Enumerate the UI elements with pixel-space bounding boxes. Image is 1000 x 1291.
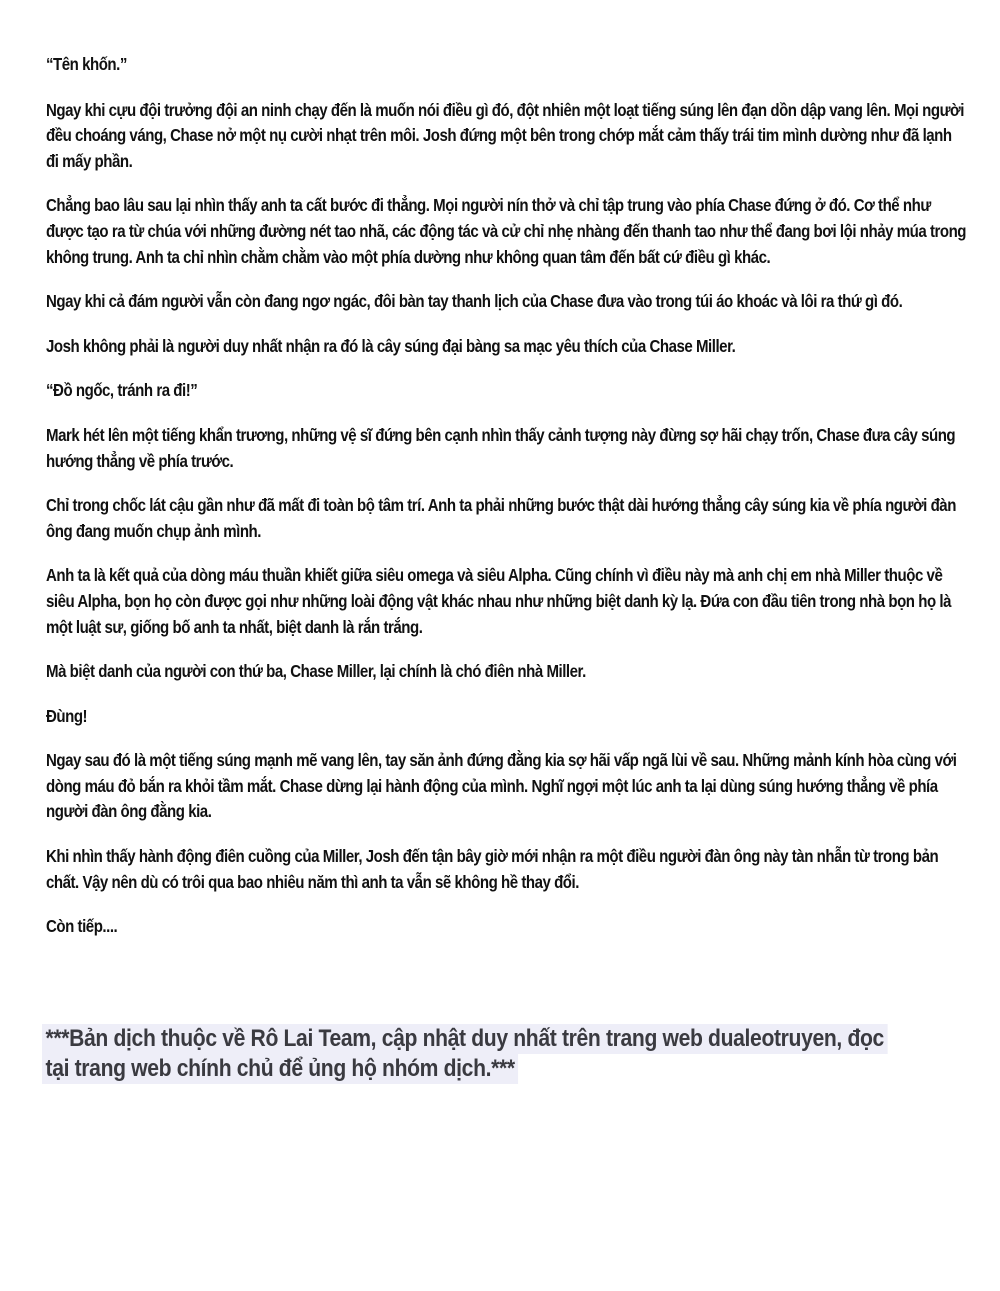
- watermark-line-2: tại trang web chính chủ để ủng hộ nhóm dịch.***: [42, 1054, 518, 1084]
- paragraph: Mà biệt danh của người con thứ ba, Chase Miller, lại chính là chó điên nhà Miller.: [46, 661, 586, 682]
- paragraph: Mark hét lên một tiếng khẩn trương, những vệ sĩ đứng bên cạnh nhìn thấy cảnh tượng này đừng sợ hãi chạy trốn, Chase đưa cây súng hướng thẳng về phía trước.: [46, 424, 956, 471]
- paragraph: Josh không phải là người duy nhất nhận ra đó là cây súng đại bàng sa mạc yêu thích của Chase Miller.: [46, 335, 736, 356]
- watermark-line-1: ***Bản dịch thuộc về Rô Lai Team, cập nhật duy nhất trên trang web dualeotruyen, đọc: [42, 1024, 887, 1054]
- translator-watermark: [42, 1024, 958, 1084]
- paragraph: Khi nhìn thấy hành động điên cuồng của Miller, Josh đến tận bây giờ mới nhận ra một điều người đàn ông này tàn nhẫn từ trong bản chất. Vậy nên dù có trôi qua bao nhiêu năm thì anh ta vẫn sẽ không hề thay đổi.: [46, 846, 939, 892]
- paragraph-opening-quote: “Tên khốn.”: [46, 54, 127, 74]
- paragraph-sound-effect: Đùng!: [46, 705, 88, 726]
- paragraph: Ngay khi cả đám người vẫn còn đang ngơ ngác, đôi bàn tay thanh lịch của Chase đưa vào trong túi áo khoác và lôi ra thứ gì đó.: [46, 291, 903, 312]
- to-be-continued: Còn tiếp....: [46, 916, 118, 937]
- paragraph: Ngay sau đó là một tiếng súng mạnh mẽ vang lên, tay săn ảnh đứng đằng kia sợ hãi vấp ngã lùi về sau. Những mảnh kính hòa cùng với dòng máu đỏ bắn ra khỏi tầm mắt. Chase dừng lại hành động của mình. Nghĩ ngợi một lúc anh ta lại dùng súng hướng thẳng về phía người đàn ông đằng kia.: [46, 750, 957, 822]
- paragraph: Chỉ trong chốc lát cậu gần như đã mất đi toàn bộ tâm trí. Anh ta phải những bước thật dài hướng thẳng cây súng kia về phía người đàn ông đang muốn chụp ảnh mình.: [46, 495, 956, 541]
- paragraph: Anh ta là kết quả của dòng máu thuần khiết giữa siêu omega và siêu Alpha. Cũng chính vì điều này mà anh chị em nhà Miller thuộc về siêu Alpha, bọn họ còn được gọi như những loài động vật khác nhau như những biệt danh kỳ lạ. Đứa con đầu tiên trong nhà bọn họ là một luật sư, giống bố anh ta nhất, biệt danh là rắn trắng.: [46, 565, 951, 637]
- paragraph-dialogue: “Đồ ngốc, tránh ra đi!”: [46, 380, 198, 401]
- paragraph: Ngay khi cựu đội trưởng đội an ninh chạy đến là muốn nói điều gì đó, đột nhiên một loạt tiếng súng lên đạn dồn dập vang lên. Mọi người đều choáng váng, Chase nở một nụ cười nhạt trên môi. Josh đứng một bên trong chớp mắt cảm thấy trái tim mình dường như đã lạnh đi mấy phần.: [46, 99, 964, 171]
- paragraph: Chẳng bao lâu sau lại nhìn thấy anh ta cất bước đi thẳng. Mọi người nín thở và chỉ tập trung vào phía Chase đứng ở đó. Cơ thể như được tạo ra từ chúa với những đường nét tao nhã, các động tác và cử chỉ nhẹ nhàng đến thanh tao như thể đang bơi lội nhảy múa trong không trung. Anh ta chỉ nhìn chằm chằm vào một phía dường như không quan tâm đến bất cứ điều gì khác.: [46, 195, 967, 267]
- document-body: [46, 52, 966, 959]
